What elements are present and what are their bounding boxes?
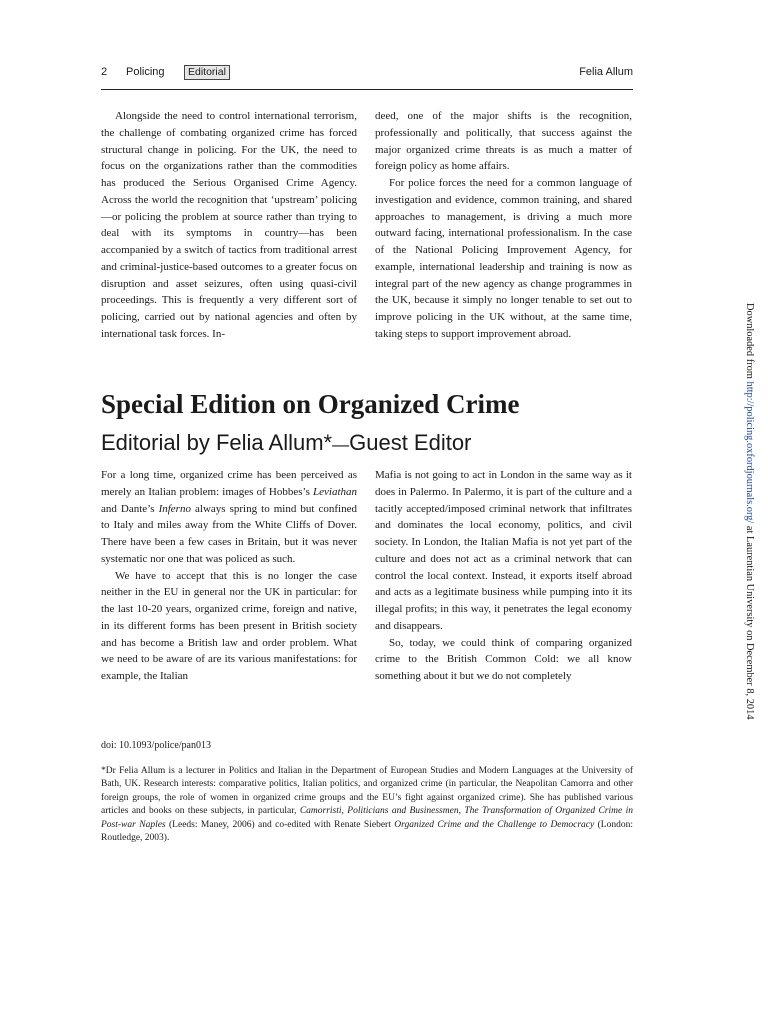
article-title: Special Edition on Organized Crime bbox=[101, 389, 520, 419]
subtitle-prefix: Editorial by Felia Allum bbox=[101, 430, 324, 455]
author-footnote: *Dr Felia Allum is a lecturer in Politics and Italian in the Department of European Studies and Modern Languages at the University of Bath, UK. Research interests: comparative politics, Italian politics, and organized crime (in particular, the Neapolitan Camorra and other foreign groups, the role of women in organized crime groups and the EU’s fight against organized crime). She has published various articles and books on these subjects, in particular, Camorristi, Politicians and Businessmen, The Transformation of Organized Crime in Post-war Naples (Leeds: Maney, 2006) and co-edited with Renate Siebert Organized Crime and the Challenge to Democracy (London: Routledge, 2003). bbox=[101, 766, 633, 844]
paragraph: deed, one of the major shifts is the recognition, professionally and politically, that success against the major organized crime threats is as much a matter of foreign policy as home affairs. bbox=[375, 110, 632, 173]
footnote-marker: * bbox=[323, 430, 333, 455]
paragraph: For police forces the need for a common language of investigation and evidence, common training, and shared approaches to management, is driving a much more outward facing, international professionalism. In the case of the National Policing Improvement Agency, for example, international leadership and training is now as integral part of the new agency as change programmes in the UK, because it simply no longer tenable to set out to improve policing in the UK without, at the same time, taking steps to support improvement abroad. bbox=[375, 177, 632, 340]
body-right-column bbox=[375, 467, 632, 685]
journal-name: Policing bbox=[126, 66, 165, 78]
subtitle-suffix: Guest Editor bbox=[349, 430, 472, 455]
subtitle-dash: — bbox=[332, 435, 350, 454]
header-author: Felia Allum bbox=[579, 66, 633, 78]
journal-link[interactable]: http://policing.oxfordjournals.org/ bbox=[744, 381, 755, 524]
italic-title-inferno: Inferno bbox=[158, 502, 191, 515]
article-subtitle bbox=[101, 428, 641, 460]
doi: doi: 10.1093/police/pan013 bbox=[101, 740, 211, 751]
header-rule bbox=[101, 89, 633, 90]
paragraph: Alongside the need to control international terrorism, the challenge of combating organized crime has forced structural change in policing. For the UK, the need to focus on the organizations rather than the commodities has produced the Serious Organised Crime Agency. Across the world the recognition that ‘upstream’ policing—or policing the problem at source rather than trying to deal with its symptoms in country—has been accompanied by a switch of tactics from traditional arrest and criminal-justice-based outcomes to a greater focus on disruption and asset seizures, often using quasi-civil proceedings. This is frequently a very different sort of policing, carried out by national agencies and often by international task forces. In- bbox=[101, 110, 357, 340]
top-right-column bbox=[375, 108, 632, 343]
paragraph: So, today, we could think of comparing organized crime to the British Common Cold: we all know something about it but we do not completely bbox=[375, 636, 632, 682]
page-number: 2 bbox=[101, 66, 108, 78]
italic-title-leviathan: Leviathan bbox=[313, 485, 357, 498]
running-header bbox=[101, 66, 633, 82]
body-left-column bbox=[101, 467, 357, 685]
download-side-note: Downloaded from http://policing.oxfordjournals.org/ at Laurentian University on December 8, 2014 bbox=[744, 303, 755, 720]
paragraph: For a long time, organized crime has been perceived as merely an Italian problem: images of Hobbes’s Leviathan and Dante’s Inferno always spring to mind but confined to Italy and miles away from the White Cliffs of Dover. There have been a few cases in Britain, but it was never systematic nor one that was policed as such. bbox=[101, 469, 357, 565]
top-left-column bbox=[101, 108, 357, 343]
section-label: Editorial bbox=[184, 65, 230, 80]
paragraph: Mafia is not going to act in London in the same way as it does in Palermo. In Palermo, it is part of the culture and a tacitly accepted/imposed criminal network that infiltrates and dominates the local economy, politics, and civil society. In London, the Italian Mafia is not yet part of the culture and does not act as a criminal network that can control the local context. Instead, it exports itself abroad and acts as a legitimate business while pumping into it its illegal profits; in this way, it penetrates the legal economy and disappears. bbox=[375, 469, 632, 632]
paragraph: We have to accept that this is no longer the case neither in the EU in general nor the UK in particular: for the last 10-20 years, organized crime, foreign and native, in its different forms has been present in British society and has become a British law and order problem. What we need to be aware of are its various manifestations: for example, the Italian bbox=[101, 569, 357, 682]
